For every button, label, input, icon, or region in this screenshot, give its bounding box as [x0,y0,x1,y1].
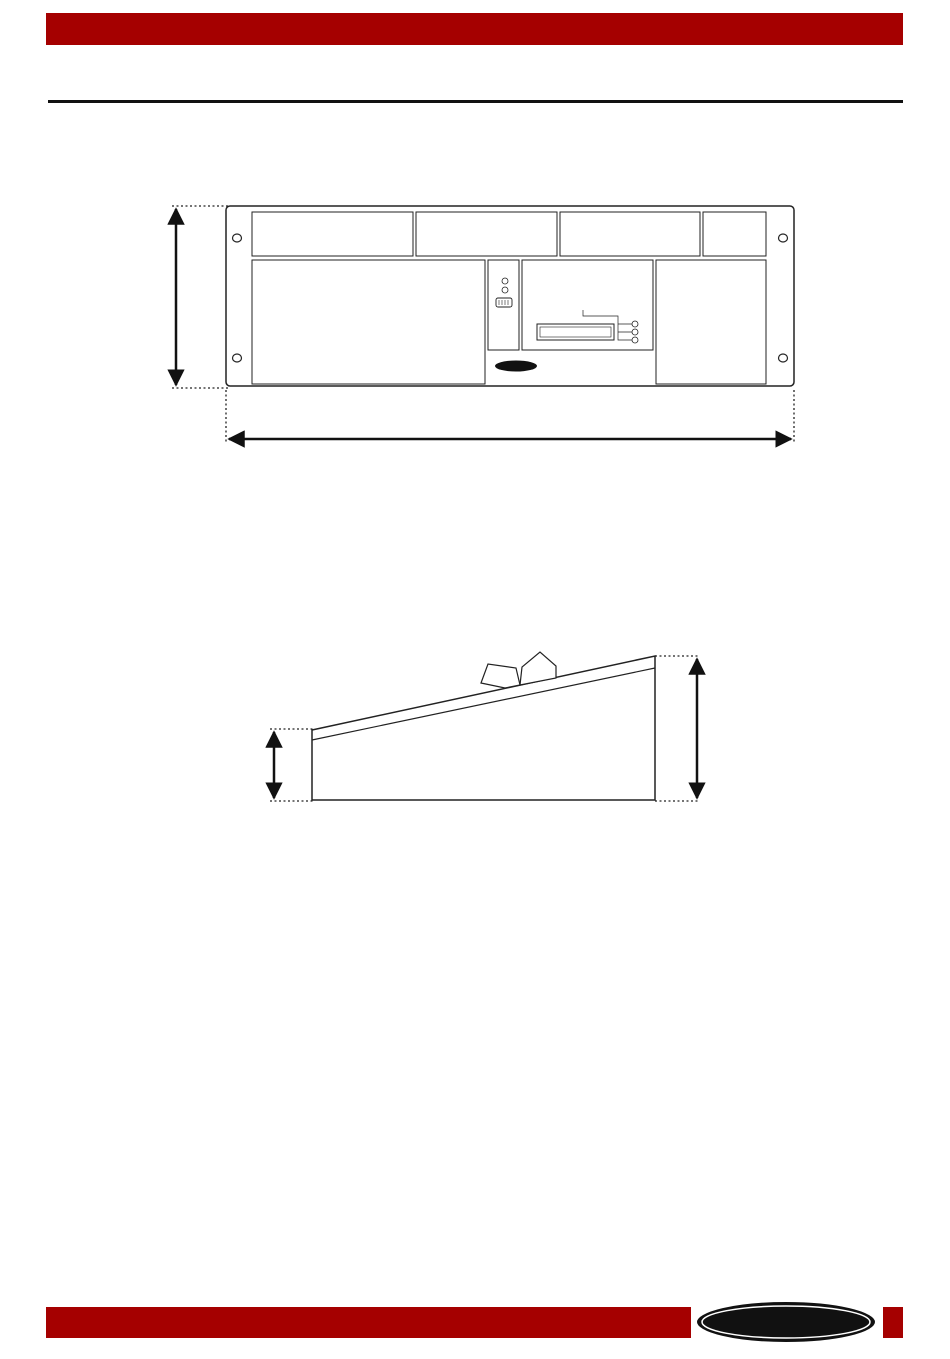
scenes-section [416,212,557,256]
mode-led-manual [632,337,638,343]
aux-section [703,212,766,256]
function-section [522,260,653,350]
page-led-2 [502,287,508,293]
lcd-display [537,324,614,340]
side-knob-left [481,664,520,688]
right-fader-section [656,260,766,384]
mode-led-prog [632,329,638,335]
side-view [270,652,700,801]
footer-bar-end [883,1307,903,1338]
side-knob-right [520,652,556,685]
chases-section [560,212,700,256]
mode-led-connector [583,310,632,340]
front-view [172,206,794,442]
page-led-1 [502,278,508,284]
showtec-badge [495,361,537,372]
page-button[interactable] [496,298,512,307]
fixture-section [252,212,413,256]
page-section [488,260,519,350]
lcd-display-inner [540,327,611,337]
footer-logo [696,1301,876,1343]
fader-section [252,260,485,384]
mode-led-auto [632,321,638,327]
footer-bar [46,1307,691,1338]
front-panel-outline [226,206,794,386]
